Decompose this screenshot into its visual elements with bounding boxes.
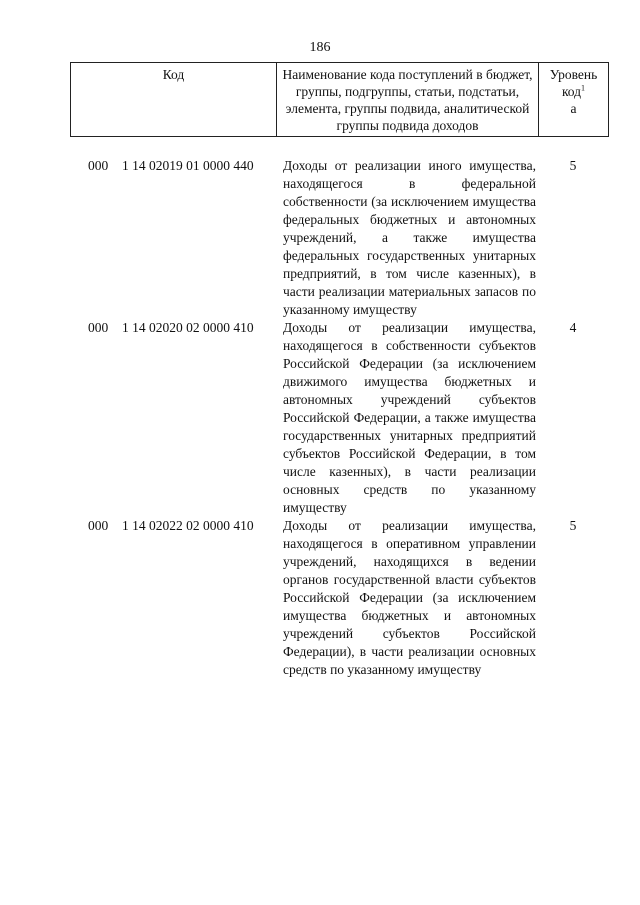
header-code: Код	[71, 63, 277, 137]
admin-code: 000	[88, 158, 109, 173]
admin-code: 000	[88, 320, 109, 335]
table-body	[70, 157, 608, 679]
revenue-code: 1 14 02020 02 0000 410	[122, 320, 254, 335]
header-level-text: Уровень код	[549, 67, 598, 99]
level-value: 4	[569, 320, 577, 335]
header-level-tail: а	[570, 101, 577, 116]
table-row	[70, 517, 608, 679]
revenue-name: Доходы от реализации имущества, находящегося в оперативном управлении учреждений, находящихся в ведении органов государственной власти субъектов Российской Федерации (за исключением имущества бюджетных и автономных учреждений субъектов Российской Федерации), в части реализации основных средств по указанному имуществу	[283, 518, 536, 677]
level-value: 5	[569, 518, 577, 533]
level-value: 5	[569, 158, 577, 173]
revenue-name: Доходы от реализации имущества, находящегося в собственности субъектов Российской Федерации (за исключением движимого имущества бюджетных и автономных учреждений субъектов Российской Федерации, а также имущества государственных унитарных предприятий субъектов Российской Федерации, в том числе казенных), в части реализации основных средств по указанному имуществу	[283, 320, 536, 515]
revenue-code: 1 14 02019 01 0000 440	[122, 158, 254, 173]
revenue-name: Доходы от реализации иного имущества, находящегося в федеральной собственности (за исключением имущества федеральных бюджетных и автономных учреждений, а также имущества федеральных государственных унитарных предприятий, в том числе казенных), в части реализации материальных запасов по указанному имуществу	[283, 158, 536, 317]
admin-code: 000	[88, 518, 109, 533]
page-number: 186	[309, 40, 331, 55]
header-level	[539, 63, 609, 137]
table-row	[70, 157, 608, 319]
header-row	[71, 63, 609, 137]
header-name: Наименование кода поступлений в бюджет, группы, подгруппы, статьи, подстатьи, элемента, группы подвида, аналитической группы подвида доходов	[277, 63, 539, 137]
revenue-code: 1 14 02022 02 0000 410	[122, 518, 254, 533]
footnote-marker: 1	[581, 83, 586, 93]
table-row	[70, 319, 608, 517]
table-header	[70, 62, 609, 137]
